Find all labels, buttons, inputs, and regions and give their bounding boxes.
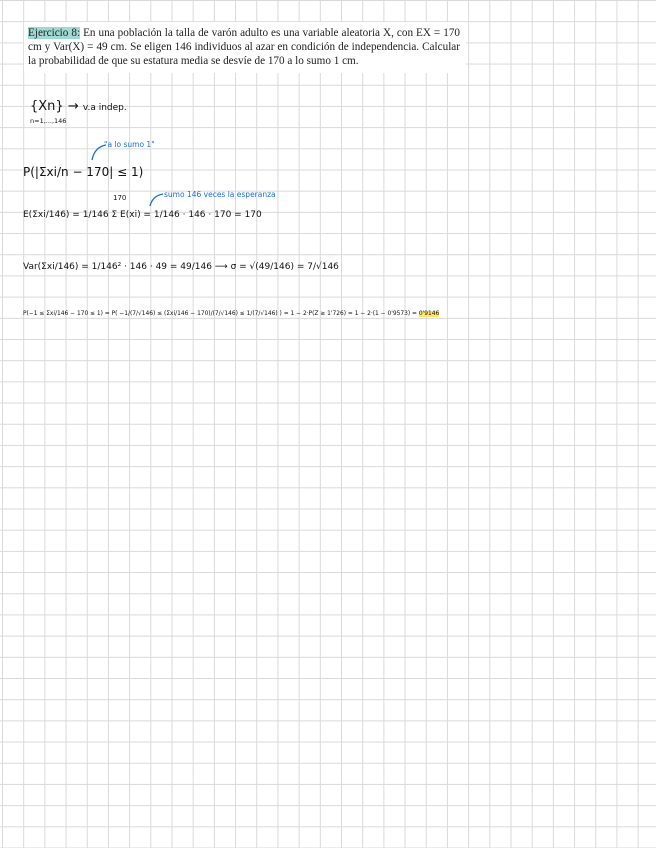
note-sequence-index: n=1,...,146 (30, 117, 67, 125)
note-probability-statement: P(|Σxi/n − 170| ≤ 1) (23, 165, 144, 179)
exercise-text: En una población la talla de varón adulto es una variable aleatoria X, con EX = 170 cm y Var(X) = 49 cm. Se eligen 146 individuos al azar en condición de independencia. Calcular la probabilidad de que su estatura media se desvíe de 170 a lo sumo 1 cm. (28, 27, 461, 68)
note-sequence-main: {Xn} → (30, 99, 79, 114)
note-final-result: 0'9146 (418, 311, 440, 317)
note-expectation-over: 170 (113, 194, 127, 202)
exercise-label: Ejercicio 8: (28, 27, 81, 39)
note-expectation: E(Σxi/146) = 1/146 Σ E(xi) = 1/146 · 146 · 170 = 170 (23, 210, 262, 220)
note-variance: Var(Σxi/146) = 1/146² · 146 · 49 = 49/146 ⟶ σ = √(49/146) = 7/√146 (23, 262, 339, 272)
annotation-arrow-expectation (150, 194, 163, 206)
note-annotation-expectation: sumo 146 veces la esperanza (164, 190, 276, 199)
annotation-arrow-at-most (92, 145, 106, 160)
note-sequence-tag: v.a indep. (82, 103, 127, 113)
note-annotation-at-most: "a lo sumo 1" (104, 140, 155, 149)
note-standardization-main: P(−1 ≤ Σxi/146 − 170 ≤ 1) = P( −1/(7/√146) ≤ (Σxi/146 − 170)/(7/√146) ≤ 1/(7/√146) ) = 1 − 2·P(Z ≥ 1'726) = 1 − 2·(1 − 0'9573) = (23, 311, 417, 317)
